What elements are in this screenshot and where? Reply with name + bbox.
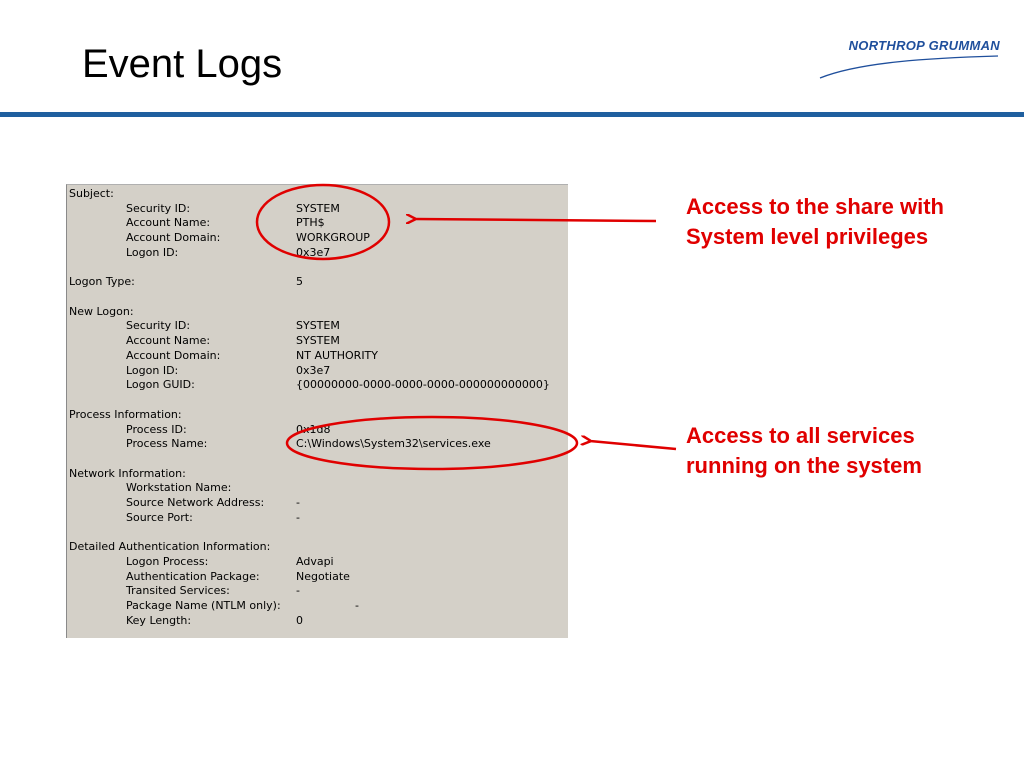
log-field-label: Key Length: [126,613,192,627]
arrow-to-account [415,219,656,221]
log-field-label: Account Domain: [126,348,221,362]
log-field-label: Subject: [69,187,114,200]
log-field-label: Security ID: [126,319,191,333]
log-field-label: Process Information: [69,407,182,421]
log-field-value: - [296,584,300,598]
log-field-value: 0x3e7 [296,363,331,377]
log-field-value: Negotiate [296,569,350,583]
log-field-label: Account Name: [126,216,211,230]
log-field-label: Source Network Address: [126,496,265,510]
log-field-label: Process Name: [126,437,208,451]
log-field-label: Logon Type: [69,275,135,289]
log-field-value: {00000000-0000-0000-0000-000000000000} [296,378,550,392]
logo-wordmark: NORTHROP GRUMMAN [848,38,1000,53]
slide-title: Event Logs [82,42,283,86]
log-field-label: Logon ID: [126,363,179,377]
log-field-label: New Logon: [69,304,134,318]
log-field-value: NT AUTHORITY [296,348,378,362]
log-field-label: Workstation Name: [126,481,232,495]
arrow-to-process [590,441,676,449]
highlight-circle-account [257,185,389,259]
log-field-value: 0x1d8 [296,422,331,436]
log-field-label: Source Port: [126,510,193,524]
log-field-value: - [355,599,359,613]
log-field-value: SYSTEM [296,334,340,348]
log-field-value: - [296,510,300,524]
log-field-label: Logon ID: [126,245,179,259]
log-field-label: Security ID: [126,201,191,215]
annotation-services: Access to all services running on the system [686,423,922,478]
log-field-value: SYSTEM [296,201,340,215]
log-field-value: C:\Windows\System32\services.exe [296,437,491,451]
log-field-value: 0 [296,613,303,627]
log-field-label: Account Domain: [126,231,221,245]
log-field-label: Network Information: [69,466,186,480]
log-field-label: Package Name (NTLM only): [126,599,281,613]
log-field-label: Account Name: [126,334,211,348]
log-field-label: Process ID: [126,422,187,436]
log-field-label: Logon GUID: [126,378,195,392]
log-field-label: Detailed Authentication Information: [69,540,271,554]
log-field-value: 5 [296,275,303,289]
log-field-label: Transited Services: [126,584,230,598]
log-field-value: - [296,496,300,510]
log-field-value: SYSTEM [296,319,340,333]
log-field-value: PTH$ [296,216,325,230]
log-field-label: Logon Process: [126,555,209,568]
log-field-label: Authentication Package: [126,569,260,583]
annotation-system-privileges: Access to the share with System level privileges [686,194,944,249]
log-field-value: Advapi [296,555,334,568]
log-field-value: 0x3e7 [296,245,331,259]
log-field-value: WORKGROUP [296,231,370,245]
highlight-circle-process [287,417,577,469]
